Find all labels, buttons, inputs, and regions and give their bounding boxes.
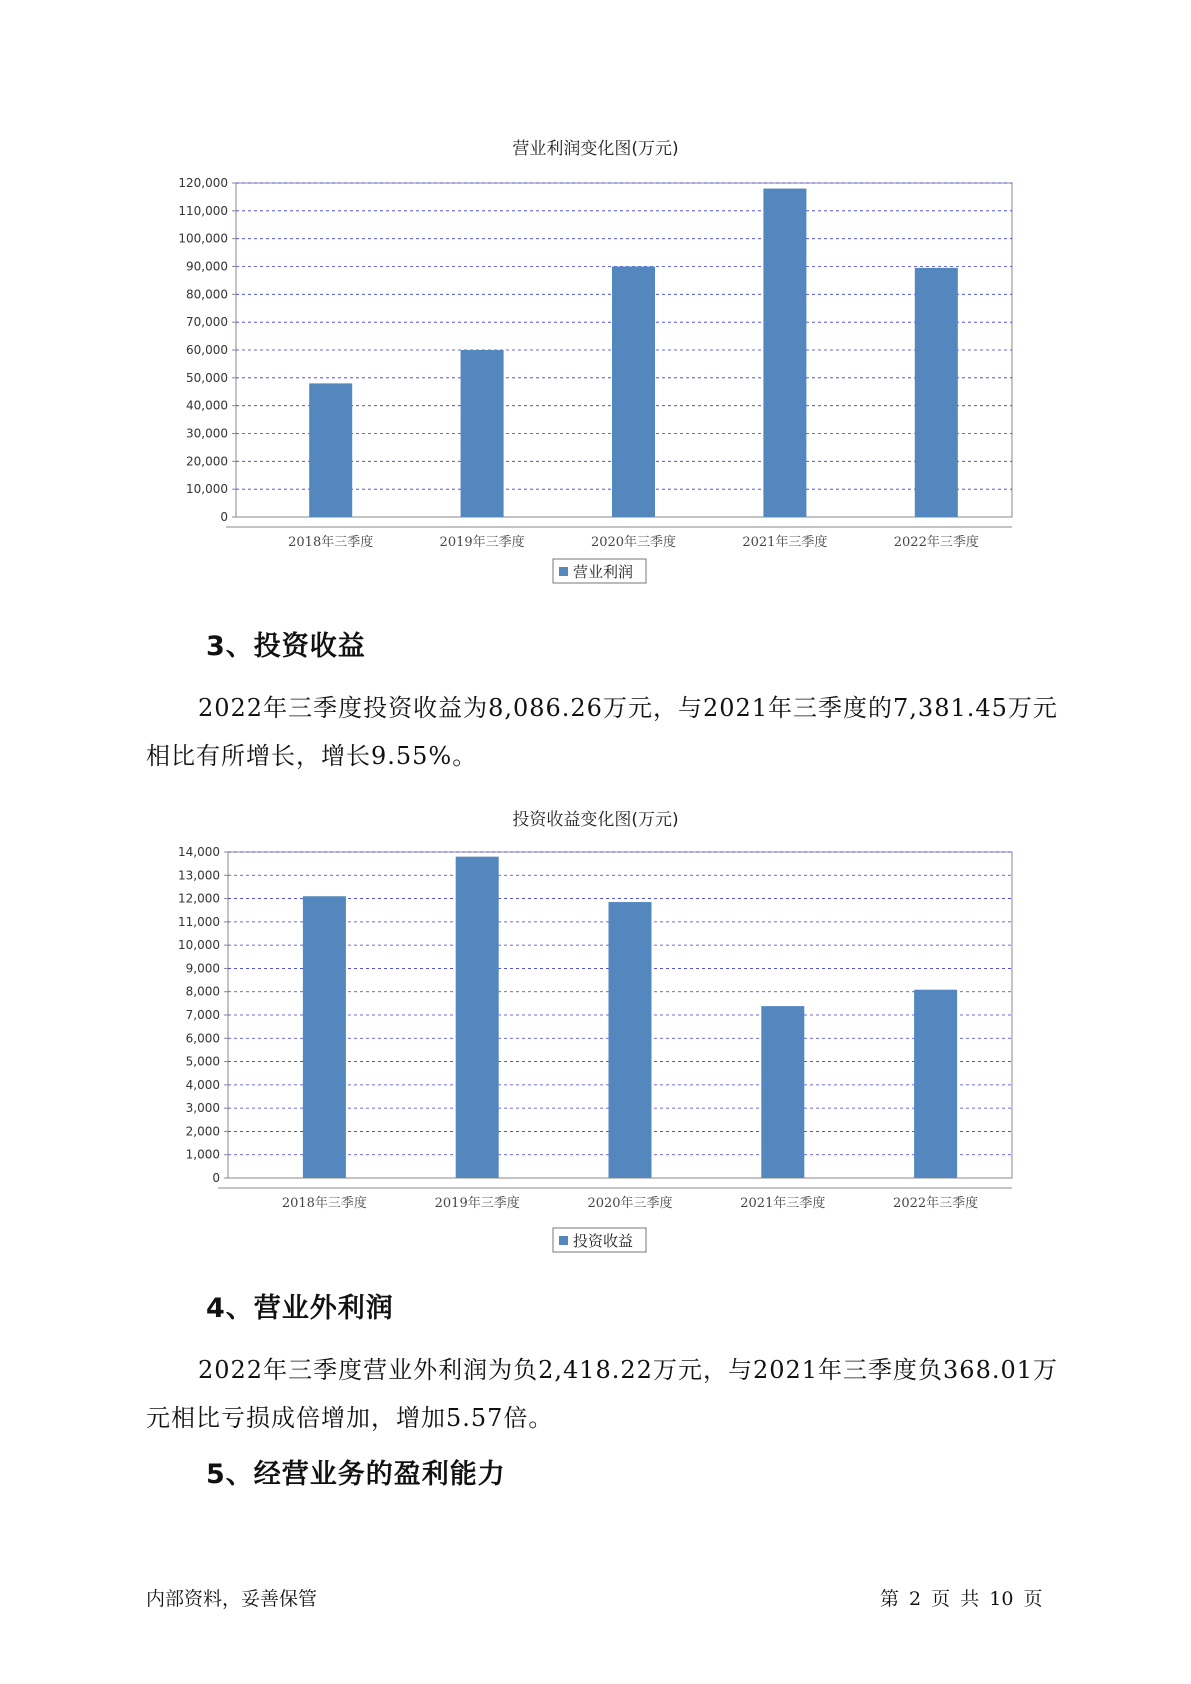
y-tick-label: 120,000 <box>178 176 228 190</box>
bar <box>915 268 958 517</box>
y-tick-label: 3,000 <box>185 1101 220 1116</box>
x-tick-label: 2021年三季度 <box>742 535 828 550</box>
x-tick-label: 2020年三季度 <box>587 1196 673 1211</box>
y-tick-label: 60,000 <box>186 343 228 357</box>
x-tick-label: 2021年三季度 <box>740 1196 826 1211</box>
bar <box>914 990 957 1178</box>
y-tick-label: 110,000 <box>178 203 228 218</box>
y-tick-label: 6,000 <box>185 1031 220 1046</box>
y-tick-label: 4,000 <box>185 1077 220 1092</box>
x-tick-label: 2020年三季度 <box>590 535 677 550</box>
x-tick-label: 2022年三季度 <box>893 535 979 550</box>
investment-income-chart <box>0 810 1191 1260</box>
section4-heading: 4、营业外利润 <box>206 1293 394 1324</box>
legend-label: 投资收益 <box>573 1232 634 1250</box>
y-tick-label: 2,000 <box>185 1124 220 1139</box>
bar <box>456 857 499 1178</box>
y-tick-label: 5,000 <box>185 1054 220 1069</box>
section3-text: 2022年三季度投资收益为8,086.26万元，与2021年三季度的7,381.45万元相比有所增长，增长9.55%。 <box>146 694 1058 770</box>
y-tick-label: 13,000 <box>178 868 220 883</box>
footer-confidential-note: 内部资料，妥善保管 <box>146 1588 318 1610</box>
y-tick-label: 70,000 <box>186 315 228 330</box>
legend-swatch <box>559 1236 568 1245</box>
y-tick-label: 100,000 <box>178 231 228 246</box>
y-tick-label: 14,000 <box>178 845 220 859</box>
section5-heading: 5、经营业务的盈利能力 <box>206 1459 506 1490</box>
bar <box>612 267 655 518</box>
bar <box>763 189 806 517</box>
y-tick-label: 20,000 <box>186 454 228 469</box>
section3-heading: 3、投资收益 <box>206 631 366 662</box>
y-tick-label: 8,000 <box>185 984 220 999</box>
y-tick-label: 50,000 <box>186 370 228 385</box>
legend-label: 营业利润 <box>573 563 634 581</box>
y-tick-label: 0 <box>212 1171 220 1185</box>
y-tick-label: 9,000 <box>185 961 220 976</box>
bar <box>303 896 346 1178</box>
y-tick-label: 80,000 <box>186 287 228 302</box>
x-tick-label: 2018年三季度 <box>288 535 374 550</box>
footer-page-number: 第 2 页 共 10 页 <box>880 1588 1043 1610</box>
section4-text: 2022年三季度营业外利润为负2,418.22万元，与2021年三季度负368.01万元相比亏损成倍增加，增加5.57倍。 <box>146 1356 1059 1432</box>
legend <box>553 1228 646 1252</box>
y-tick-label: 10,000 <box>178 938 220 953</box>
y-tick-label: 10,000 <box>186 482 228 497</box>
x-tick-label: 2018年三季度 <box>281 1196 367 1211</box>
x-tick-label: 2022年三季度 <box>893 1196 979 1211</box>
y-tick-label: 1,000 <box>185 1147 220 1162</box>
y-tick-label: 40,000 <box>186 398 228 413</box>
x-tick-label: 2019年三季度 <box>434 1196 520 1211</box>
chart2-title: 投资收益变化图(万元) <box>512 810 679 830</box>
bar <box>309 383 352 517</box>
x-tick-label: 2019年三季度 <box>439 535 525 550</box>
chart1-title: 营业利润变化图(万元) <box>512 139 679 159</box>
y-tick-label: 7,000 <box>185 1008 220 1022</box>
y-tick-label: 11,000 <box>178 914 220 929</box>
y-tick-label: 30,000 <box>186 426 228 441</box>
bar <box>761 1006 804 1178</box>
bar <box>609 902 652 1178</box>
legend <box>553 559 646 583</box>
y-tick-label: 0 <box>220 510 228 524</box>
operating-profit-chart <box>0 140 1191 600</box>
legend-swatch <box>559 567 568 576</box>
y-tick-label: 90,000 <box>186 259 228 274</box>
bar <box>461 350 504 517</box>
y-tick-label: 12,000 <box>178 891 220 906</box>
